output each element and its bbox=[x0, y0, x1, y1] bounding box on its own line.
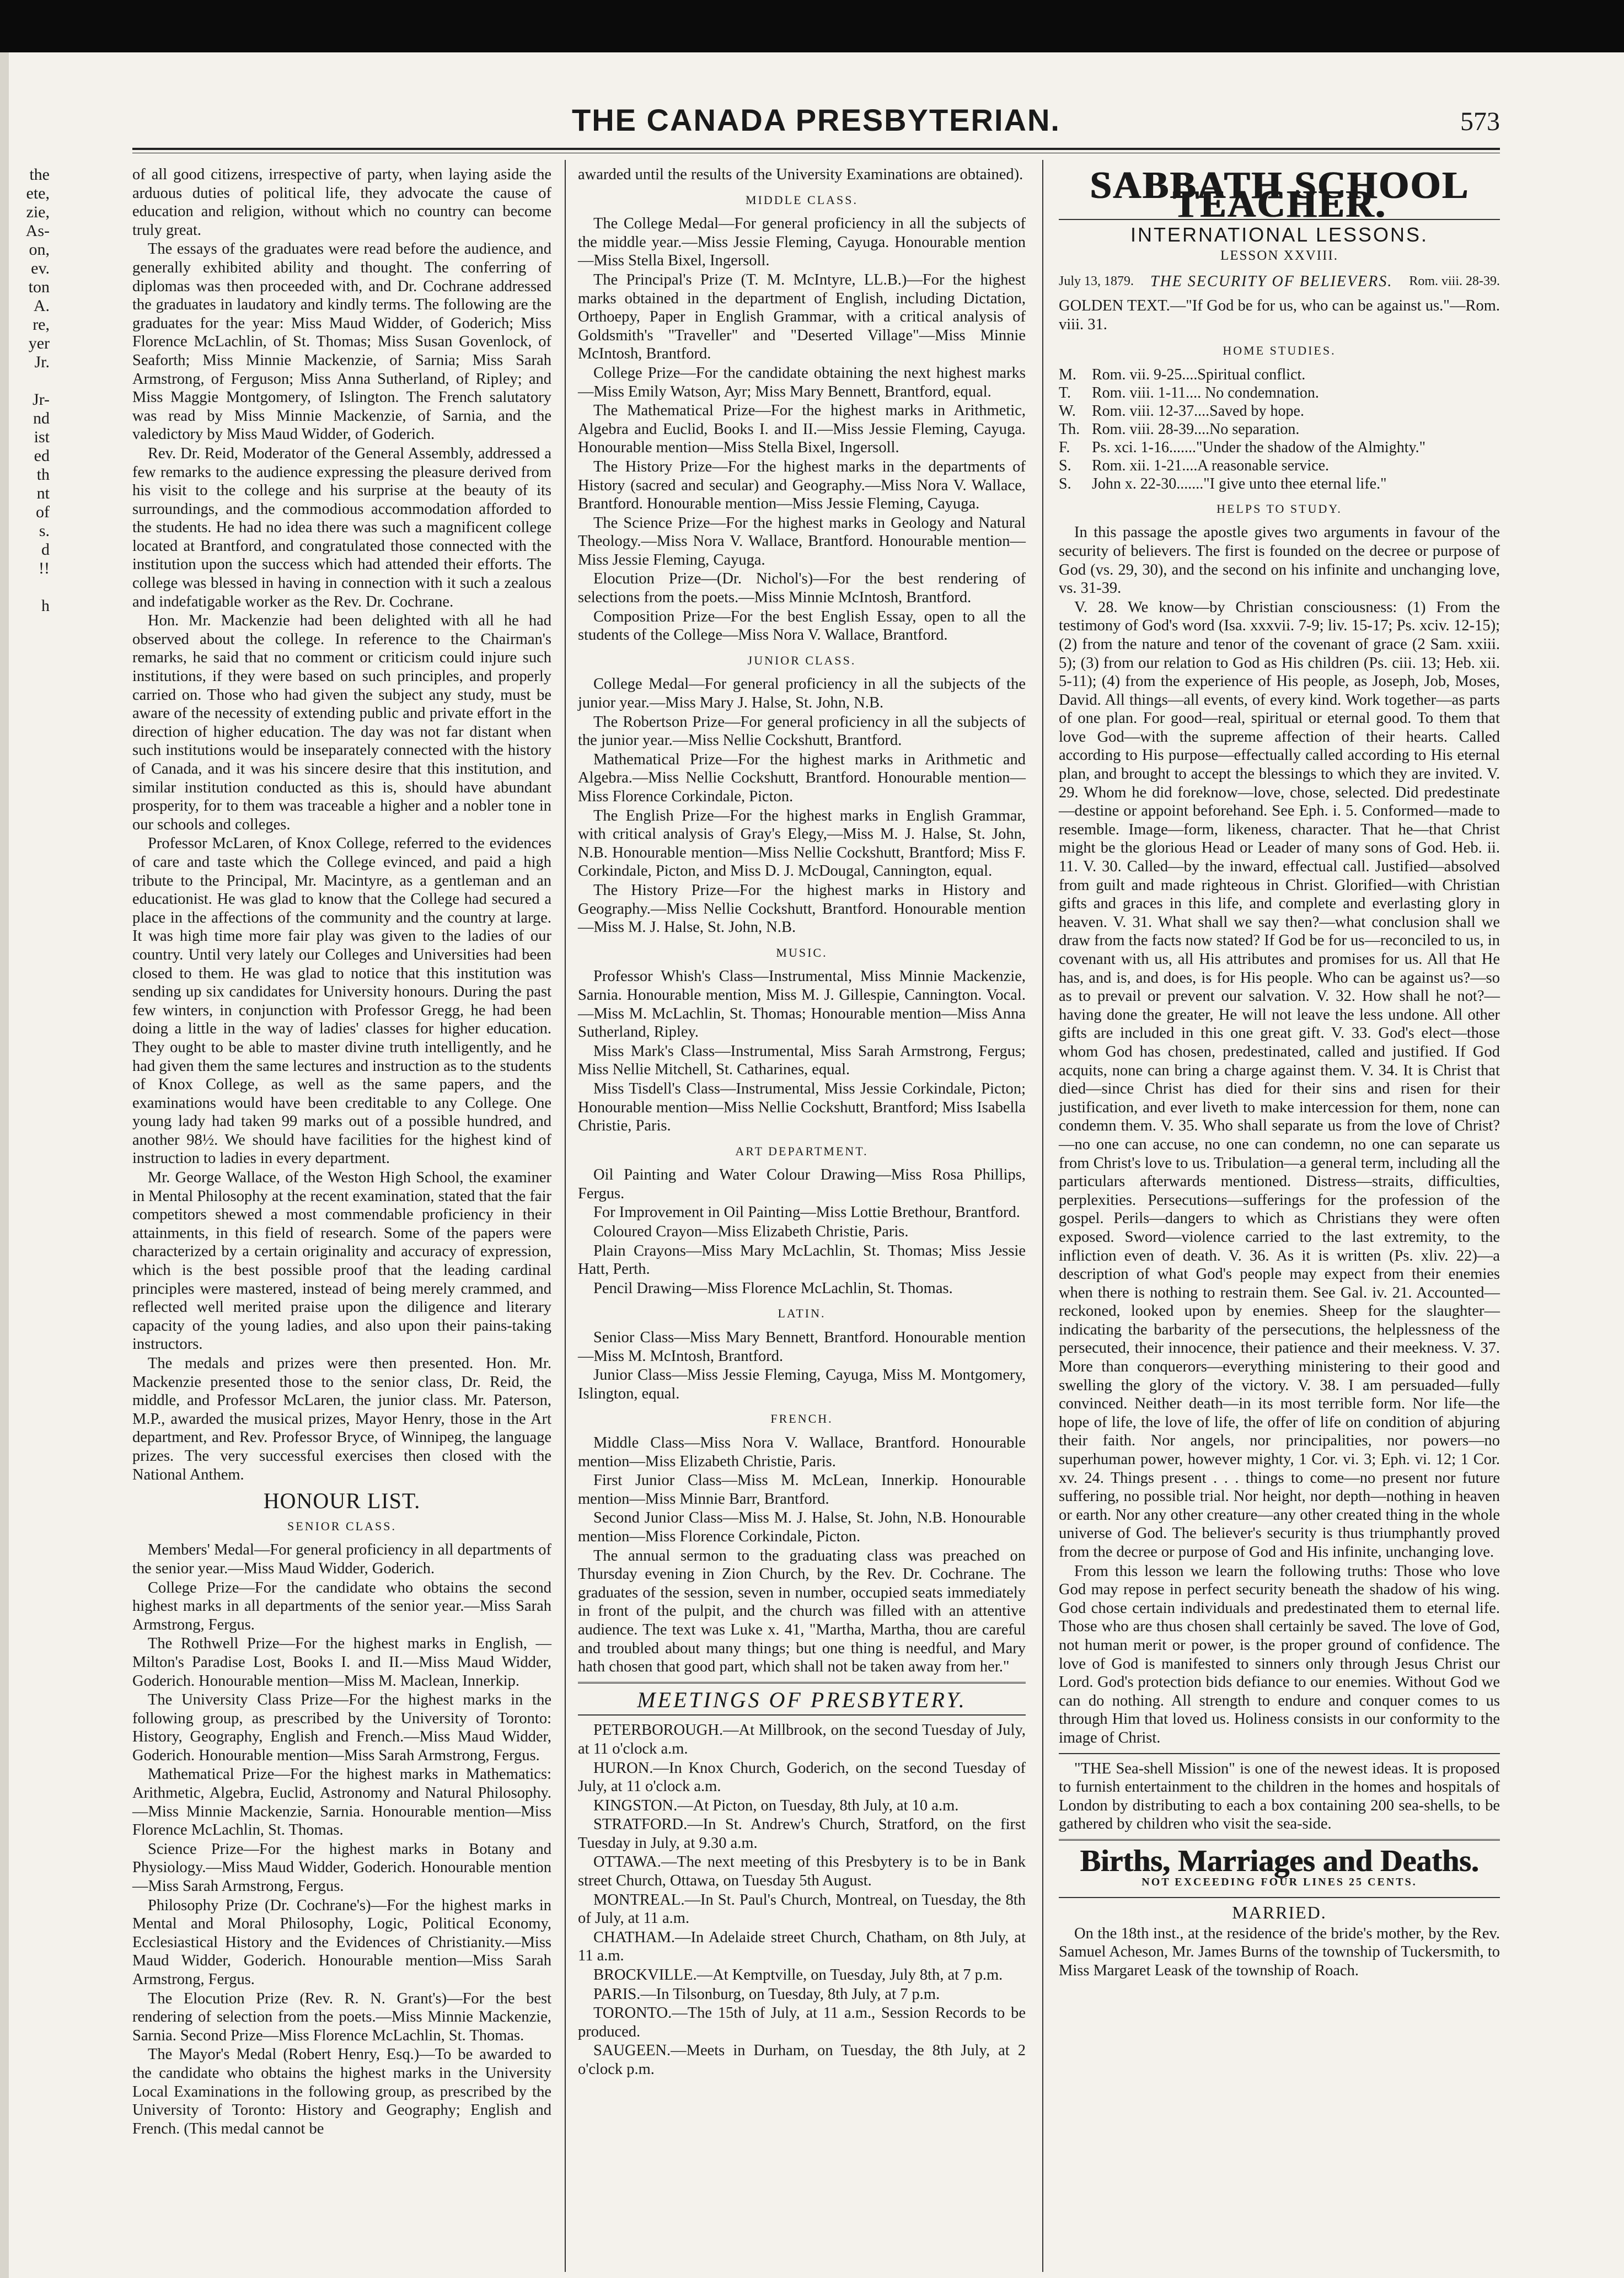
prize-entry: The Elocution Prize (Rev. R. N. Grant's)—For the best rendering of selection from the poets.—Miss Minnie Mackenzie, Sarnia. Second Prize—Miss Florence McLachlin, St. Thomas. bbox=[132, 1990, 551, 2044]
study-day: F. bbox=[1059, 438, 1070, 456]
meeting-entry: PARIS.—In Tilsonburg, on Tuesday, 8th July, at 7 p.m. bbox=[593, 1985, 940, 2003]
paragraph: From this lesson we learn the following truths: Those who love God may repose in perfect security beneath the shadow of his wing. God chose certain individuals and predestinated them to eternal life. Those who are thus chosen shall certainly be saved. The love of God, not human merit or power, is the proper ground of confidence. The love of God is manifested to sinners only through Jesus Christ our Lord. God's protection bids defiance to our enemies. Without God we can do nothing. All strength to endure and conquer comes to us through Him that loved us. Holiness consists in our conformity to the image of Christ. bbox=[1059, 1562, 1500, 1746]
helps-to-study-body bbox=[1059, 523, 1500, 1747]
prize-entry: Oil Painting and Water Colour Drawing—Miss Rosa Phillips, Fergus. bbox=[578, 1166, 1026, 1202]
honour-list-heading: HONOUR LIST. bbox=[263, 1488, 421, 1514]
edge-fragment bbox=[6, 634, 50, 653]
edge-fragment bbox=[6, 615, 50, 634]
edge-fragment: yer bbox=[28, 334, 50, 352]
french-prize-list bbox=[578, 1434, 1026, 1676]
edge-fragment: Jr. bbox=[34, 353, 50, 371]
section-divider bbox=[1059, 1839, 1500, 1842]
meetings-of-presbytery-heading: MEETINGS OF PRESBYTERY. bbox=[637, 1687, 967, 1712]
marriage-notice: On the 18th inst., at the residence of the bride's mother, by the Rev. Samuel Acheson, Mr. James Burns of the township of Tuckersmith, to Miss Margaret Leask of the township of Roach. bbox=[1059, 1925, 1500, 1979]
section-divider bbox=[1059, 1753, 1500, 1754]
article-body bbox=[132, 165, 551, 1484]
study-day: Th. bbox=[1059, 420, 1080, 438]
paragraph: The essays of the graduates were read before the audience, and generally exhibited ability and thought. The conferring of diplomas was then proceeded with, and Dr. Cochrane addressed the graduates in laudatory and kindly terms. The following are the graduates for the year: Miss Maud Widder, of Goderich; Miss Florence McLachlin, of St. Thomas; Miss Susan Govenlock, of Seaforth; Miss Minnie Mackenzie, of Sarnia; Miss Sarah Armstrong, of Ferguson; Miss Anna Sutherland, of Ripley; and Miss Maggie Montgomery, of Islington. The French salutatory was read by Miss Minnie Mackenzie, of Sarnia, and the valedictory by Miss Maud Widder, of Goderich. bbox=[132, 240, 551, 443]
meeting-entry: TORONTO.—The 15th of July, at 11 a.m., Session Records to be produced. bbox=[578, 2004, 1026, 2040]
section-divider bbox=[1059, 1897, 1500, 1898]
edge-fragment: ete, bbox=[26, 184, 50, 202]
prize-entry: Mathematical Prize—For the highest marks in Arithmetic and Algebra.—Miss Nellie Cockshutt, Brantford. Honourable mention—Miss Florence Corkindale, Picton. bbox=[578, 751, 1026, 805]
meeting-entry: PETERBOROUGH.—At Millbrook, on the second Tuesday of July, at 11 o'clock a.m. bbox=[578, 1722, 1026, 1757]
prize-entry: The Principal's Prize (T. M. McIntyre, LL.B.)—For the highest marks obtained in the department of English, including Dictation, Orthoepy, Paper in English Grammar, with a critical analysis of Goldsmith's "Traveller" and "Deserted Village"—Miss Minnie McIntosh, Brantford. bbox=[578, 271, 1026, 363]
lesson-info bbox=[1059, 272, 1500, 291]
edge-fragment bbox=[6, 372, 50, 390]
edge-fragment: re, bbox=[33, 315, 50, 334]
prize-entry: First Junior Class—Miss M. McLean, Innerkip. Honourable mention—Miss Minnie Barr, Brantford. bbox=[578, 1472, 1026, 1508]
meeting-entry: STRATFORD.—In St. Andrew's Church, Stratford, on the first Tuesday in July, at 9.30 a.m. bbox=[578, 1816, 1026, 1852]
prize-entry: Philosophy Prize (Dr. Cochrane's)—For the highest marks in Mental and Moral Philosophy, Logic, Political Economy, Ecclesiastical History and the Evidences of Christianity.—Miss Maud Widder, Goderich. Honourable mention—Miss Sarah Armstrong, Fergus. bbox=[132, 1896, 551, 1988]
prize-entry: Second Junior Class—Miss M. J. Halse, St. John, N.B. Honourable mention—Miss Florence Corkindale, Picton. bbox=[578, 1509, 1026, 1545]
prize-entry: Middle Class—Miss Nora V. Wallace, Brantford. Honourable mention—Miss Elizabeth Christie, Paris. bbox=[578, 1434, 1026, 1470]
paragraph: In this passage the apostle gives two arguments in favour of the security of believers. The first is founded on the decree or purpose of God (vs. 29, 30), and the second on his infinite and unchanging love, vs. 31-39. bbox=[1059, 524, 1500, 597]
sabbath-school-teacher-heading: SABBATH SCHOOL TEACHER. bbox=[1089, 164, 1470, 226]
prize-entry: The Mayor's Medal (Robert Henry, Esq.)—To be awarded to the candidate who obtains the highest marks in the University Local Examinations in the following group, as prescribed by the University of Toronto: History and Geography; English and French. (This medal cannot be bbox=[132, 2046, 551, 2137]
latin-prize-list bbox=[578, 1328, 1026, 1403]
prize-entry: The Robertson Prize—For general proficiency in all the subjects of the junior year.—Miss Nellie Cockshutt, Brantford. bbox=[578, 713, 1026, 749]
masthead bbox=[132, 97, 1500, 146]
study-day: S. bbox=[1059, 475, 1071, 492]
edge-fragment: d bbox=[41, 540, 50, 559]
prize-entry: Plain Crayons—Miss Mary McLachlin, St. Thomas; Miss Jessie Hatt, Perth. bbox=[578, 1242, 1026, 1278]
home-studies-heading: HOME STUDIES. bbox=[1223, 344, 1336, 358]
art-prize-list bbox=[578, 1166, 1026, 1298]
meeting-entry: OTTAWA.—The next meeting of this Presbytery is to be in Bank street Church, Ottawa, on Tuesday 5th August. bbox=[578, 1853, 1026, 1890]
meetings-list bbox=[578, 1721, 1026, 2078]
study-text: John x. 22-30......."I give unto thee eternal life." bbox=[1092, 475, 1387, 492]
prize-entry: The Mathematical Prize—For the highest marks in Arithmetic, Algebra and Euclid, Books I. and II.—Miss Jessie Fleming, Cayuga. Honourable mention—Miss Stella Bixel, Ingersoll. bbox=[578, 402, 1026, 457]
masthead-rule bbox=[132, 148, 1500, 150]
study-text: Ps. xci. 1-16......."Under the shadow of the Almighty." bbox=[1092, 438, 1426, 456]
prize-entry: College Prize—For the candidate who obtains the second highest marks in all departments of the senior year.—Miss Sarah Armstrong, Fergus. bbox=[132, 1579, 551, 1633]
study-text: Rom. xii. 1-21....A reasonable service. bbox=[1092, 457, 1330, 474]
study-text: Rom. viii. 1-11.... No condemnation. bbox=[1092, 384, 1319, 401]
paragraph: Professor McLaren, of Knox College, referred to the evidences of care and taste which the College evinced, and paid a high tribute to the Principal, Mr. Macintyre, as a gentleman and an educationist. He was glad to know that the College had secured a place in the affections of the community and the country at large. It was high time more fair play was given to the ladies of our country. Until very lately our Colleges and Universities had been closed to them. He was glad to notice that this institution was sending up six candidates for University honours. During the past few winters, in conjunction with Professor Gregg, he had been doing a little in the way of ladies' classes for higher education. They ought to be able to master divine truth intelligently, and he had given them the same lectures and instruction as to the students of Knox College, as well as the same papers, and the examinations would have been creditable to any College. One young lady had taken 99 marks out of a possible hundred, and another 98½. We should have facilities for the highest kind of instruction to ladies in every department. bbox=[132, 835, 551, 1167]
art-department-heading: ART DEPARTMENT. bbox=[735, 1144, 869, 1158]
column-3 bbox=[1059, 165, 1500, 1980]
study-text: Rom. vii. 9-25....Spiritual conflict. bbox=[1092, 366, 1306, 383]
paragraph: V. 28. We know—by Christian consciousness: (1) From the testimony of God's word (Isa. xxxvii. 7-9; liv. 15-17; Ps. xciv. 12-15); (2) from the nature and tenor of the covenant of grace (2 Sam. xxiii. 5); (3) from our relation to God as His children (Ps. ciii. 13; Heb. xii. 5-11); (4) from the experience of His people, as Joseph, Job, Moses, David. All things—all events, of every kind. Work together—as parts of one plan. For good—real, spiritual or eternal good. To them that love God—with the supreme affection of their hearts. Called according to His purpose—effectually called according to His eternal plan, and brought to accept the blessings to which they are invited. V. 29. Whom he did foreknow—love, chose, selected. Did predestinate—destine or appoint beforehand. See Eph. i. 5. Conformed—made to resemble. Image—form, likeness, character. That he—that Christ might be the glorious Head or Leader of many sons of God. Heb. ii. 11. V. 30. Called—by the inward, effectual call. Justified—absolved from guilt and made righteous in Christ. Glorified—with Christian gifts and graces in this life, and complete and everlasting glory in heaven. V. 31. What shall we say then?—what conclusion shall we draw from the facts now stated? If God be for us—reconciled to us, in covenant with us, all His attributes and promises for us. All that He has, and is, and does, is for His people. Who can be against us?—so as to prevail or prevent our salvation. V. 32. How shall he not?—having done the greater, He will not leave the less undone. All other gifts are included in this one great gift. V. 33. God's elect—those whom God has chosen, predestinated, called and justified. If God acquits, none can bring a charge against them. V. 34. It is Christ that died—since Christ has died for their sins and risen for their justification, and ever liveth to make intercession for them, none can condemn them. V. 35. Who shall separate us from the love of Christ?—no one can accuse, no one can condemn, no one can separate us from Christ's love to us. Tribulation—a general term, including all the particulars afterwards mentioned. Distress—straits, difficulties, perplexities. Persecutions—sufferings for the profession of the gospel. Perils—dangers to which as Christians they were often exposed. Sword—violence carried to the last extremity, to the infliction even of death. V. 36. As it is written (Ps. xliv. 22)—a description of what God's people may expect from their enemies when there is nothing to restrain them. See Gal. iv. 21. Accounted—reckoned, looked upon by enemies. Sheep for the slaughter—indicating the barbarity of the persecutions, the helplessness of the persecuted, their innocence, their patience and their meekness. V. 37. More than conquerors—everything ministering to their good and swelling the glory of the victory. V. 38. I am persuaded—fully convinced. Neither death—in its most terrible form. Nor life—the hope of life, the love of life, the offer of life on condition of abjuring their faith. Nor angels, nor principalities, nor powers—no superhuman power, however mighty, 1 Cor. vi. 3; Eph. vi. 12; 1 Cor. xv. 24. Things present . . . things to come—no present nor future suffering, no possible trial. Nor height, nor depth—nothing in heaven or earth. Nor any other creature—any other created thing in the whole universe of God. The believer's security is thus triumphantly proved from the decree or purpose of God and His infinite, unchanging love. bbox=[1059, 598, 1500, 1561]
paragraph: Mr. George Wallace, of the Weston High School, the examiner in Mental Philosophy at the recent examination, stated that the fair competitors shewed a most commendable proficiency in their attainments, in this field of research. Some of the papers were characterized by a certain originality and accuracy of expression, which is the best possible proof that the leading cardinal principles were mastered, instead of being merely crammed, and reflected well merited praise upon the diligence and literary capacity of the young ladies, and also upon their pains-taking instructors. bbox=[132, 1169, 551, 1353]
column-rule-2 bbox=[1042, 160, 1043, 2272]
study-day: W. bbox=[1059, 402, 1076, 420]
prize-entry: Mathematical Prize—For the highest marks in Mathematics: Arithmetic, Algebra, Euclid, Astronomy and Natural Philosophy.—Miss Minnie Mackenzie, Sarnia. Honourable mention—Miss Florence McLachlin, St. Thomas. bbox=[132, 1766, 551, 1839]
middle-class-heading: MIDDLE CLASS. bbox=[745, 192, 858, 207]
prize-entry: Junior Class—Miss Jessie Fleming, Cayuga, Miss M. Montgomery, Islington, equal. bbox=[578, 1366, 1026, 1402]
married-heading: MARRIED. bbox=[1232, 1902, 1327, 1923]
middle-prize-list bbox=[578, 215, 1026, 645]
french-heading: FRENCH. bbox=[770, 1412, 833, 1426]
prize-entry: Elocution Prize—(Dr. Nichol's)—For the best rendering of selections from the poets.—Miss Minnie McIntosh, Brantford. bbox=[578, 570, 1026, 607]
adjacent-page-edge-fragments bbox=[6, 165, 50, 672]
meeting-entry: HURON.—In Knox Church, Goderich, on the second Tuesday of July, at 11 o'clock a.m. bbox=[578, 1759, 1026, 1795]
newspaper-title: THE CANADA PRESBYTERIAN. bbox=[572, 103, 1060, 137]
paragraph: The annual sermon to the graduating class was preached on Thursday evening in Zion Church, by the Rev. Dr. Cochrane. The graduates of the session, seven in number, occupied seats immediately in front of the pulpit, and the church was filled with an attentive audience. The text was Luke x. 41, "Martha, Martha, thou are careful and troubled about many things; but one thing is needful, and Mary hath chosen that good part, which shall not be taken away from her." bbox=[578, 1547, 1026, 1676]
lesson-date: July 13, 1879. bbox=[1059, 274, 1134, 289]
edge-fragment: ev. bbox=[31, 259, 50, 277]
edge-fragment: zie, bbox=[26, 203, 50, 221]
edge-fragment bbox=[6, 578, 50, 597]
study-day: T. bbox=[1059, 384, 1071, 401]
prize-entry: Pencil Drawing—Miss Florence McLachlin, St. Thomas. bbox=[593, 1279, 953, 1297]
prize-entry: The History Prize—For the highest marks in History and Geography.—Miss Nellie Cockshutt, Brantford. Honourable mention—Miss M. J. Halse, St. John, N.B. bbox=[578, 881, 1026, 936]
edge-fragment: th bbox=[36, 465, 50, 484]
prize-entry: The History Prize—For the highest marks in the departments of History (sacred and secular) and Geography.—Miss Nora V. Wallace, Brantford. Honourable mention—Miss Jessie Fleming, Cayuga. bbox=[578, 458, 1026, 513]
prize-entry: College Medal—For general proficiency in all the subjects of the junior year.—Miss Mary J. Halse, St. John, N.B. bbox=[578, 676, 1026, 712]
prize-entry: Composition Prize—For the best English Essay, open to all the students of the College—Miss Nora V. Wallace, Brantford. bbox=[578, 608, 1026, 644]
meeting-entry: SAUGEEN.—Meets in Durham, on Tuesday, the 8th July, at 2 o'clock p.m. bbox=[578, 2042, 1026, 2078]
edge-fragment: the bbox=[29, 165, 50, 184]
column-1 bbox=[132, 165, 551, 2138]
meeting-entry: KINGSTON.—At Picton, on Tuesday, 8th July, at 10 a.m. bbox=[593, 1797, 959, 1814]
edge-fragment: As- bbox=[25, 222, 50, 240]
column-rule-1 bbox=[565, 160, 566, 2272]
prize-entry: Senior Class—Miss Mary Bennett, Brantford. Honourable mention—Miss M. McIntosh, Brantford. bbox=[578, 1329, 1026, 1365]
section-divider bbox=[578, 1714, 1026, 1716]
paragraph: Rev. Dr. Reid, Moderator of the General Assembly, addressed a few remarks to the audience expressing the pleasure derived from his visit to the college and his surprise at the beauty of its surroundings, and the commodious accommodation afforded to the students. He had no idea there was such a magnificent college located at Brantford, and congratulated those connected with the institution upon the success which had attended their efforts. The college was blessed in having in connection with it such a zealous and indefatigable worker as the Rev. Dr. Cochrane. bbox=[132, 444, 551, 610]
lesson-reference: Rom. viii. 28-39. bbox=[1409, 274, 1500, 289]
paragraph: The medals and prizes were then presented. Hon. Mr. Mackenzie presented those to the senior class, Dr. Reid, the middle, and Professor McLaren, the junior class. Mr. Paterson, M.P., awarded the musical prizes, Mayor Henry, those in the Art department, and Rev. Professor Bryce, of Winnipeg, the language prizes. The very successful exercises then closed with the National Anthem. bbox=[132, 1355, 551, 1483]
helps-to-study-heading: HELPS TO STUDY. bbox=[1216, 501, 1342, 516]
senior-prize-list bbox=[132, 1541, 551, 2138]
edge-fragment: s. bbox=[39, 522, 50, 540]
study-text: Rom. viii. 28-39....No separation. bbox=[1092, 420, 1300, 438]
prize-entry: The University Class Prize—For the highest marks in the following group, as prescribed by the University of Toronto: History, Geography, English and French.—Miss Maud Widder, Goderich. Honourable mention—Miss Sarah Armstrong, Fergus. bbox=[132, 1691, 551, 1764]
edge-fragment: h bbox=[41, 597, 50, 615]
prize-entry: The Science Prize—For the highest marks in Geology and Natural Theology.—Miss Nora V. Wallace, Brantford. Honourable mention—Miss Jessie Fleming, Cayuga. bbox=[578, 514, 1026, 569]
prize-entry: Miss Mark's Class—Instrumental, Miss Sarah Armstrong, Fergus; Miss Nellie Mitchell, St. Catharines, equal. bbox=[578, 1042, 1026, 1079]
section-divider bbox=[578, 1682, 1026, 1685]
births-marriages-deaths-heading: Births, Marriages and Deaths. bbox=[1080, 1843, 1479, 1878]
study-day: M. bbox=[1059, 366, 1076, 383]
edge-fragment: on, bbox=[29, 240, 50, 259]
lesson-number: LESSON XXVIII. bbox=[1220, 248, 1339, 263]
latin-heading: LATIN. bbox=[778, 1306, 826, 1321]
prize-entry: Coloured Crayon—Miss Elizabeth Christie, Paris. bbox=[593, 1223, 909, 1241]
music-heading: MUSIC. bbox=[776, 945, 828, 960]
prize-entry: The Rothwell Prize—For the highest marks in English, —Milton's Paradise Lost, Books I. and II.—Miss Maud Widder, Goderich. Honourable mention—Miss M. Maclean, Innerkip. bbox=[132, 1635, 551, 1690]
junior-prize-list bbox=[578, 675, 1026, 936]
sea-shell-mission-note: "THE Sea-shell Mission" is one of the newest ideas. It is proposed to furnish entertainment to the children in the homes and hospitals of London by distributing to each a box containing 200 sea-shells, to be gathered by children who visit the sea-side. bbox=[1059, 1760, 1500, 1833]
edge-fragment: nt bbox=[36, 484, 50, 502]
international-lessons-heading: INTERNATIONAL LESSONS. bbox=[1130, 223, 1429, 246]
edge-fragment: ton bbox=[28, 278, 50, 296]
paragraph: of all good citizens, irrespective of party, when laying aside the arduous duties of political life, they advocate the cause of education and religion, without which no country can become truly great. bbox=[132, 166, 551, 239]
edge-fragment: A. bbox=[33, 297, 50, 315]
edge-fragment: !! bbox=[39, 559, 50, 577]
edge-fragment: Jr- bbox=[32, 390, 50, 409]
meeting-entry: MONTREAL.—In St. Paul's Church, Montreal, on Tuesday, the 8th of July, at 11 a.m. bbox=[578, 1891, 1026, 1927]
prize-entry: The College Medal—For general proficiency in all the subjects of the middle year.—Miss Jessie Fleming, Cayuga. Honourable mention—Miss Stella Bixel, Ingersoll. bbox=[578, 215, 1026, 270]
prize-entry: The English Prize—For the highest marks in English Grammar, with critical analysis of Gray's Elegy,—Miss M. J. Halse, St. John, N.B. Honourable mention—Miss Nellie Cockshutt, Brantford; Miss F. Corkindale, Picton, and Miss D. J. McDougal, Cannington, equal. bbox=[578, 807, 1026, 880]
senior-class-heading: SENIOR CLASS. bbox=[287, 1519, 396, 1533]
prize-entry: Members' Medal—For general proficiency in all departments of the senior year.—Miss Maud Widder, Goderich. bbox=[132, 1541, 551, 1577]
junior-class-heading: JUNIOR CLASS. bbox=[747, 653, 856, 667]
paragraph: Hon. Mr. Mackenzie had been delighted with all he had observed about the college. In reference to the Chairman's remarks, he said that no comment or criticism could injure such institutions, if they were based on such principles, and properly carried on. Those who had given the subject any study, must be aware of the necessity of extending public and private effort in the direction of higher education. The day was not far distant when such institutions would be inseparately connected with the history of Canada, and it was his sincere desire that this institution, and similar institution conducted as this is, should have abundant prosperity, for to them was traceable a higher and a nobler tone in our schools and colleges. bbox=[132, 612, 551, 833]
meeting-entry: BROCKVILLE.—At Kemptville, on Tuesday, July 8th, at 7 p.m. bbox=[593, 1966, 1003, 1984]
study-day: S. bbox=[1059, 457, 1071, 474]
lesson-title: THE SECURITY OF BELIEVERS. bbox=[1150, 273, 1393, 291]
home-studies-list bbox=[1059, 366, 1500, 493]
column-2 bbox=[578, 165, 1026, 2079]
paragraph: awarded until the results of the University Examinations are obtained). bbox=[578, 166, 1023, 183]
study-text: Rom. viii. 12-37....Saved by hope. bbox=[1092, 402, 1304, 420]
edge-fragment: ed bbox=[34, 447, 50, 465]
prize-entry: Miss Tisdell's Class—Instrumental, Miss Jessie Corkindale, Picton; Honourable mention—Miss Nellie Cockshutt, Brantford; Miss Isabella Christie, Paris. bbox=[578, 1080, 1026, 1135]
music-prize-list bbox=[578, 967, 1026, 1135]
meeting-entry: CHATHAM.—In Adelaide street Church, Chatham, on 8th July, at 11 a.m. bbox=[578, 1928, 1026, 1965]
edge-fragment: ist bbox=[34, 428, 50, 446]
golden-text: GOLDEN TEXT.—"If God be for us, who can be against us."—Rom. viii. 31. bbox=[1059, 297, 1500, 333]
notice-rate-line: NOT EXCEEDING FOUR LINES 25 CENTS. bbox=[1141, 1875, 1417, 1888]
edge-fragment: of bbox=[36, 503, 50, 521]
edge-fragment: nd bbox=[33, 409, 50, 427]
prize-entry: Science Prize—For the highest marks in Botany and Physiology.—Miss Maud Widder, Goderich. Honourable mention—Miss Sarah Armstrong, Fergus. bbox=[132, 1840, 551, 1895]
prize-entry: Professor Whish's Class—Instrumental, Miss Minnie Mackenzie, Sarnia. Honourable mention, Miss M. J. Gillespie, Cannington. Vocal.—Miss M. McLachlin, St. Thomas; Honourable mention—Miss Anna Sutherland, Ripley. bbox=[578, 968, 1026, 1041]
edge-fragment bbox=[6, 653, 50, 672]
page-number: 573 bbox=[1460, 107, 1500, 136]
prize-entry: For Improvement in Oil Painting—Miss Lottie Brethour, Brantford. bbox=[593, 1204, 1020, 1221]
scan-top-band bbox=[0, 0, 1624, 52]
prize-entry: College Prize—For the candidate obtaining the next highest marks—Miss Emily Watson, Ayr; Miss Mary Bennett, Brantford, equal. bbox=[578, 364, 1026, 400]
